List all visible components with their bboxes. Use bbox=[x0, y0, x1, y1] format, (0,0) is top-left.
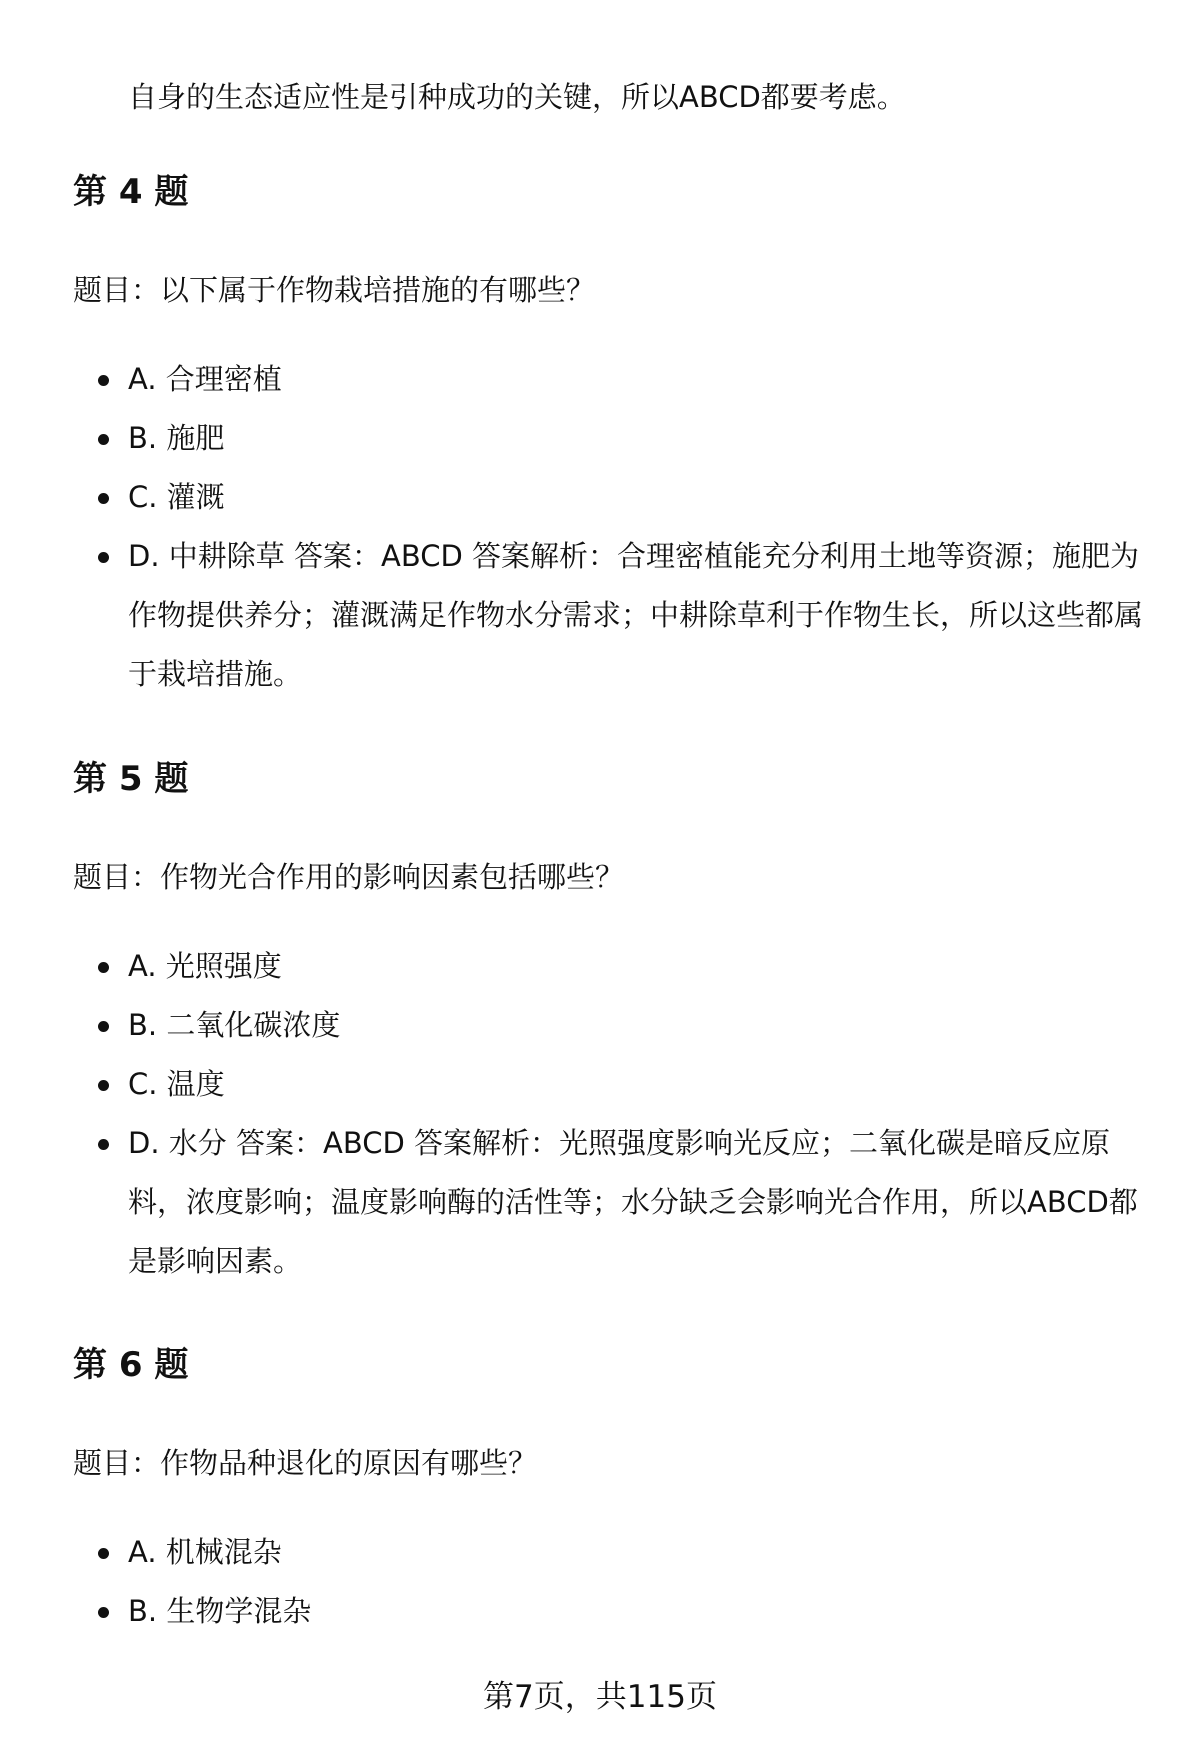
option-a: A. 光照强度 bbox=[0, 937, 1200, 996]
question-4-options bbox=[0, 350, 1200, 704]
question-5-title: 第 5 题 bbox=[73, 759, 189, 799]
question-6-options bbox=[0, 1523, 1200, 1641]
option-d-answer-explanation: D. 中耕除草 答案：ABCD 答案解析：合理密植能充分利用土地等资源；施肥为作物提供养分；灌溉满足作物水分需求；中耕除草利于作物生长，所以这些都属于栽培措施。 bbox=[0, 527, 1200, 704]
question-4-text: 题目：以下属于作物栽培措施的有哪些？ bbox=[73, 273, 596, 307]
question-5-text: 题目：作物光合作用的影响因素包括哪些？ bbox=[73, 860, 625, 894]
question-5-options bbox=[0, 937, 1200, 1291]
option-c: C. 灌溉 bbox=[0, 468, 1200, 527]
option-a: A. 合理密植 bbox=[0, 350, 1200, 409]
question-4-title: 第 4 题 bbox=[73, 172, 189, 212]
option-a: A. 机械混杂 bbox=[0, 1523, 1200, 1582]
question-6-title: 第 6 题 bbox=[73, 1345, 189, 1385]
option-b: B. 生物学混杂 bbox=[0, 1582, 1200, 1641]
page-number-footer: 第7页，共115页 bbox=[483, 1679, 717, 1715]
continuation-text: 自身的生态适应性是引种成功的关键，所以ABCD都要考虑。 bbox=[128, 80, 906, 114]
question-6-text: 题目：作物品种退化的原因有哪些？ bbox=[73, 1446, 538, 1480]
option-b: B. 二氧化碳浓度 bbox=[0, 996, 1200, 1055]
option-d-answer-explanation: D. 水分 答案：ABCD 答案解析：光照强度影响光反应；二氧化碳是暗反应原料，浓度影响；温度影响酶的活性等；水分缺乏会影响光合作用，所以ABCD都是影响因素。 bbox=[0, 1114, 1200, 1291]
option-c: C. 温度 bbox=[0, 1055, 1200, 1114]
option-b: B. 施肥 bbox=[0, 409, 1200, 468]
